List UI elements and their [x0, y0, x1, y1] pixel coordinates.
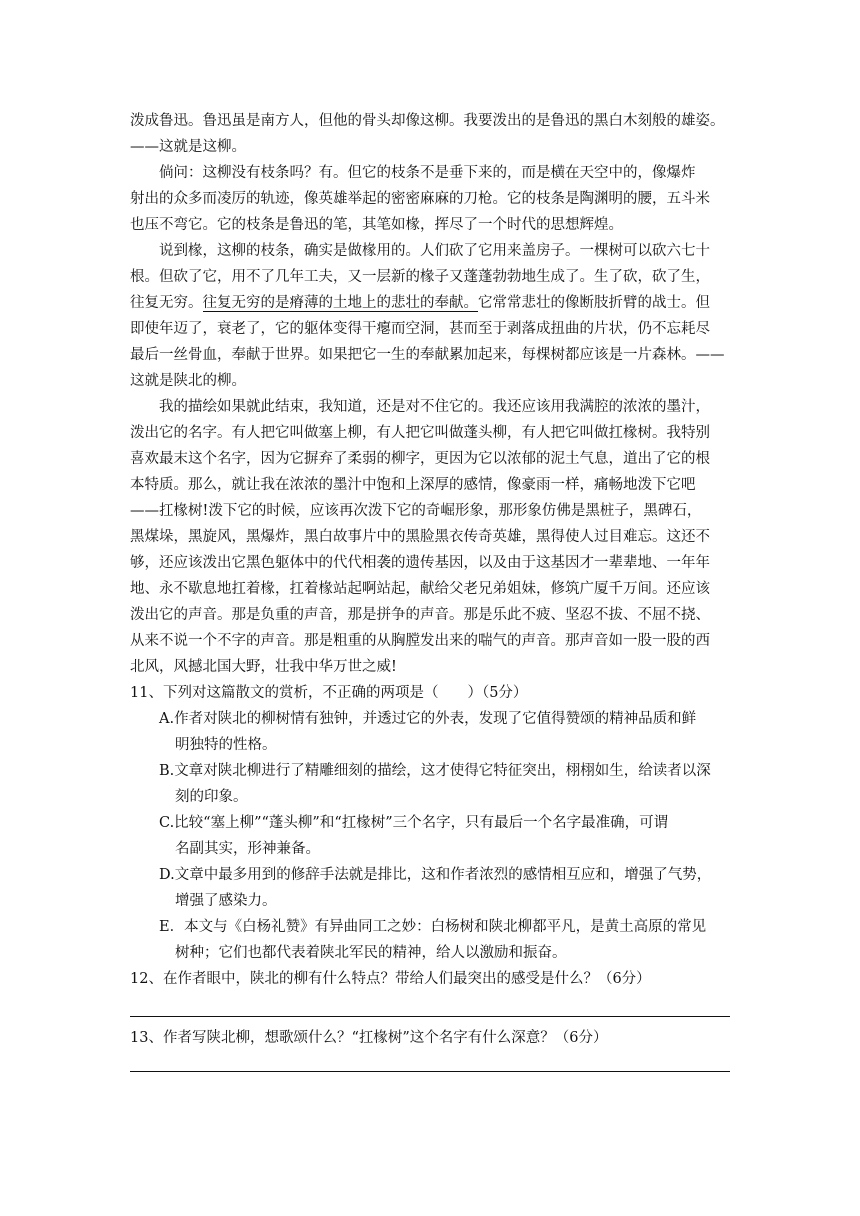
passage-line: 够，还应该泼出它黑色躯体中的代代相袭的遗传基因，以及由于这基因才一辈辈地、一年年 — [130, 555, 710, 571]
passage-line: 也压不弯它。它的枝条是鲁迅的笔，其笔如椽，挥尽了一个时代的思想辉煌。 — [130, 217, 623, 233]
passage-line: ——扛椽树!泼下它的时候，应该再次泼下它的奇崛形象，那形象仿佛是黑桩子，黑碑石， — [130, 503, 702, 519]
question-13: 13、作者写陕北柳，想歌颂什么？“扛椽树”这个名字有什么深意？（6分） — [130, 1030, 608, 1046]
passage-line: 这就是陕北的柳。 — [130, 373, 246, 389]
passage-line: ——这就是这柳。 — [130, 139, 246, 155]
answer-line[interactable] — [130, 1071, 730, 1072]
question-12: 12、在作者眼中，陕北的柳有什么特点？带给人们最突出的感受是什么？（6分） — [130, 971, 651, 987]
passage-line: 本特质。那么，就让我在浓浓的墨汁中饱和上深厚的感情，像豪雨一样，痛畅地泼下它吧 — [130, 477, 696, 493]
passage-line: 射出的众多而凌厉的轨迹，像英雄举起的密密麻麻的刀枪。它的枝条是陶渊明的腰，五斗米 — [130, 191, 710, 207]
passage-line: 从来不说一个不字的声音。那是粗重的从胸膛发出来的喘气的声音。那声音如一股一股的西 — [130, 633, 710, 649]
paragraph-start: 说到椽，这柳的枝条，确实是做椽用的。人们砍了它用来盖房子。一棵树可以砍六七十 — [159, 243, 710, 259]
passage-line: 地、永不歇息地扛着椽，扛着椽站起啊站起，献给父老兄弟姐妹，修筑广厦千万间。还应该 — [130, 581, 710, 597]
option-b: B.文章对陕北柳进行了精雕细刻的描绘，这才使得它特征突出，栩栩如生，给读者以深 — [159, 763, 711, 779]
passage-line: 喜欢最末这个名字，因为它摒弃了柔弱的柳字，更因为它以浓郁的泥土气息，道出了它的根 — [130, 451, 710, 467]
text-span: 往复无穷。 — [130, 295, 203, 311]
passage-line — [130, 290, 730, 316]
question-11: 11、下列对这篇散文的赏析，不正确的两项是（ ）（5分） — [130, 685, 528, 701]
option-a: A.作者对陕北的柳树情有独钟，并透过它的外表，发现了它值得赞颂的精神品质和鲜 — [159, 711, 697, 727]
option-e-cont: 树种；它们也都代表着陕北军民的精神，给人以激励和振奋。 — [175, 945, 567, 961]
passage-line: 根。但砍了它，用不了几年工夫，又一层新的椽子又蓬蓬勃勃地生成了。生了砍，砍了生， — [130, 269, 710, 285]
text-span: 它常常悲壮的像断肢折臂的战士。但 — [478, 295, 710, 311]
underlined-sentence: 往复无穷的是瘠薄的土地上的悲壮的奉献。 — [202, 295, 478, 311]
paragraph-start: 我的描绘如果就此结束，我知道，还是对不住它的。我还应该用我满腔的浓浓的墨汁， — [159, 399, 710, 415]
exam-passage — [130, 108, 730, 1072]
option-d-cont: 增强了感染力。 — [175, 893, 277, 909]
passage-line: 最后一丝骨血，奉献于世界。如果把它一生的奉献累加起来，每棵树都应该是一片森林。—— — [130, 347, 725, 363]
option-b-cont: 刻的印象。 — [175, 789, 248, 805]
option-d: D.文章中最多用到的修辞手法就是排比，这和作者浓烈的感情相互应和，增强了气势， — [159, 867, 712, 883]
passage-line: 北风，风撼北国大野，壮我中华万世之威! — [130, 659, 397, 675]
option-a-cont: 明独特的性格。 — [175, 737, 277, 753]
passage-line: 泼出它的名字。有人把它叫做塞上柳，有人把它叫做蓬头柳，有人把它叫做扛椽树。我特别 — [130, 425, 710, 441]
option-c: C.比较“塞上柳”“蓬头柳”和“扛椽树”三个名字，只有最后一个名字最准确，可谓 — [159, 815, 669, 831]
passage-line: 即使年迈了，衰老了，它的躯体变得干瘪而空洞，甚而至于剥落成扭曲的片状，仍不忘耗尽 — [130, 321, 710, 337]
passage-line: 泼成鲁迅。鲁迅虽是南方人，但他的骨头却像这柳。我要泼出的是鲁迅的黑白木刻般的雄姿。 — [130, 113, 725, 129]
option-e: E．本文与《白杨礼赞》有异曲同工之妙：白杨树和陕北柳都平凡，是黄土高原的常见 — [159, 919, 707, 935]
passage-line: 泼出它的声音。那是负重的声音，那是拼争的声音。那是乐此不疲、坚忍不拔、不屈不挠、 — [130, 607, 710, 623]
paragraph-start: 倘问：这柳没有枝条吗？有。但它的枝条不是垂下来的，而是横在天空中的，像爆炸 — [159, 165, 696, 181]
passage-line: 黑煤垛，黑旋风，黑爆炸，黑白故事片中的黑脸黑衣传奇英雄，黑得使人过目难忘。这还不 — [130, 529, 710, 545]
option-c-cont: 名副其实，形神兼备。 — [175, 841, 320, 857]
